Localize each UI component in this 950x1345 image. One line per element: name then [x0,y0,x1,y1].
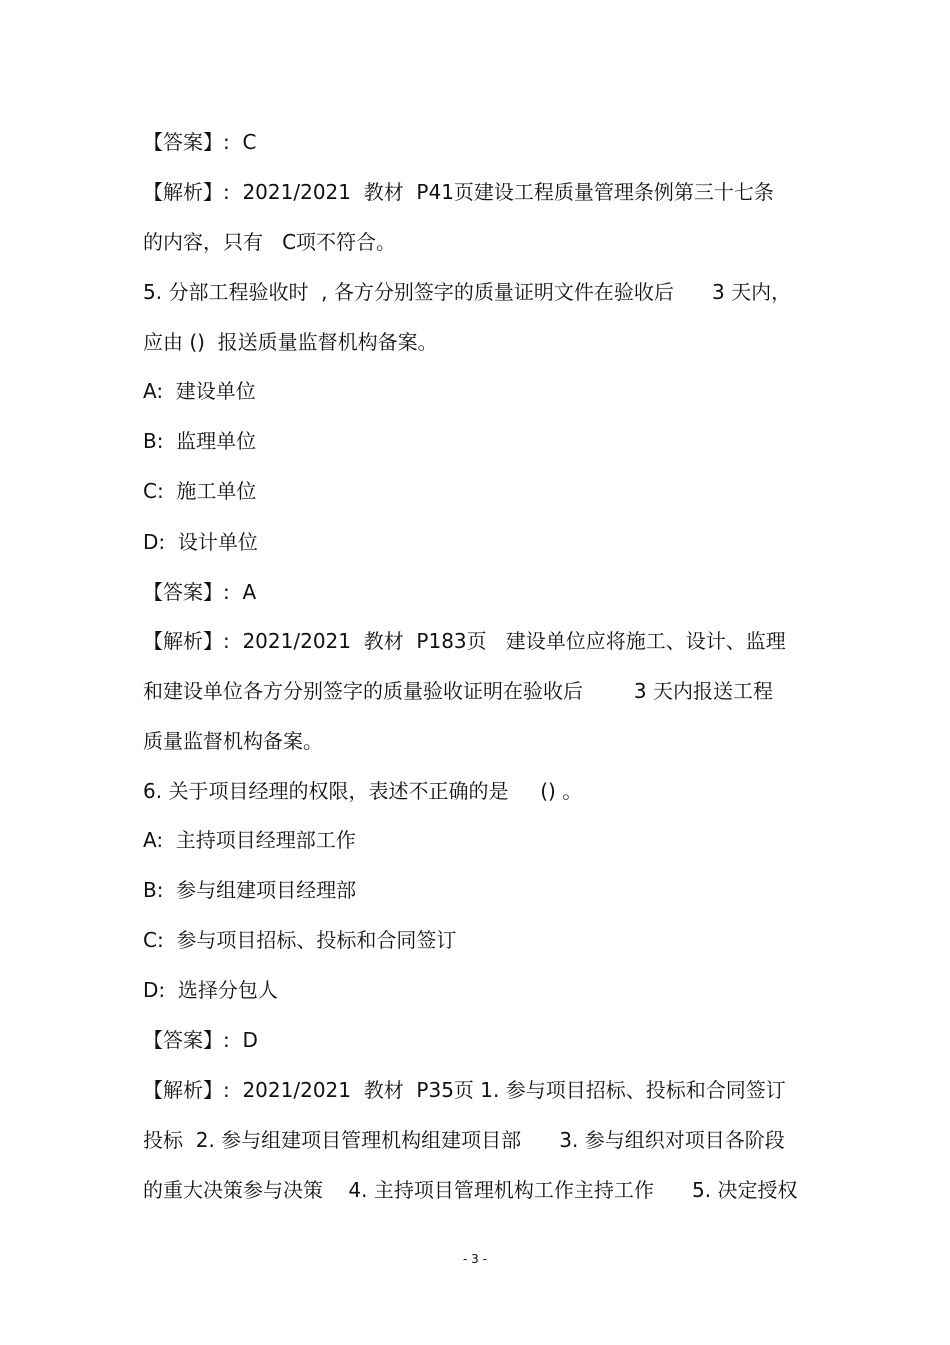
analysis-line-q4-1: 【解析】: 2021/2021 教材 P41页建设工程质量管理条例第三十七条 [143,180,774,204]
analysis-line-q6-1: 【解析】: 2021/2021 教材 P35页 1. 参与项目招标、投标和合同签订 [143,1078,786,1102]
option-c-q6: C: 参与项目招标、投标和合同签订 [143,928,457,952]
option-d-q6: D: 选择分包人 [143,978,278,1002]
option-a-q6: A: 主持项目经理部工作 [143,828,356,852]
analysis-line-q5-1: 【解析】: 2021/2021 教材 P183页 建设单位应将施工、设计、监理 [143,629,786,653]
option-b-q5: B: 监理单位 [143,429,257,453]
question-6-line-1: 6. 关于项目经理的权限，表述不正确的是 () 。 [143,779,583,803]
analysis-line-q4-2: 的内容，只有 C项不符合。 [143,230,397,254]
option-b-q6: B: 参与组建项目经理部 [143,878,357,902]
page-number: - 3 - [463,1252,487,1266]
option-a-q5: A: 建设单位 [143,379,256,403]
answer-line-q6: 【答案】: D [143,1028,258,1052]
option-c-q5: C: 施工单位 [143,479,257,503]
analysis-line-q6-2: 投标 2. 参与组建项目管理机构组建项目部 3. 参与组织对项目各阶段 [143,1128,785,1152]
option-d-q5: D: 设计单位 [143,530,258,554]
answer-line-q5: 【答案】: A [143,580,257,604]
analysis-line-q5-3: 质量监督机构备案。 [143,729,323,753]
analysis-line-q6-3: 的重大决策参与决策 4. 主持项目管理机构工作主持工作 5. 决定授权 [143,1178,798,1202]
answer-line-q4: 【答案】: C [143,130,257,154]
analysis-line-q5-2: 和建设单位各方分别签字的质量验收证明在验收后 3 天内报送工程 [143,679,773,703]
question-5-line-2: 应由 () 报送质量监督机构备案。 [143,330,438,354]
question-5-line-1: 5. 分部工程验收时 , 各方分别签字的质量证明文件在验收后 3 天内， [143,280,792,304]
